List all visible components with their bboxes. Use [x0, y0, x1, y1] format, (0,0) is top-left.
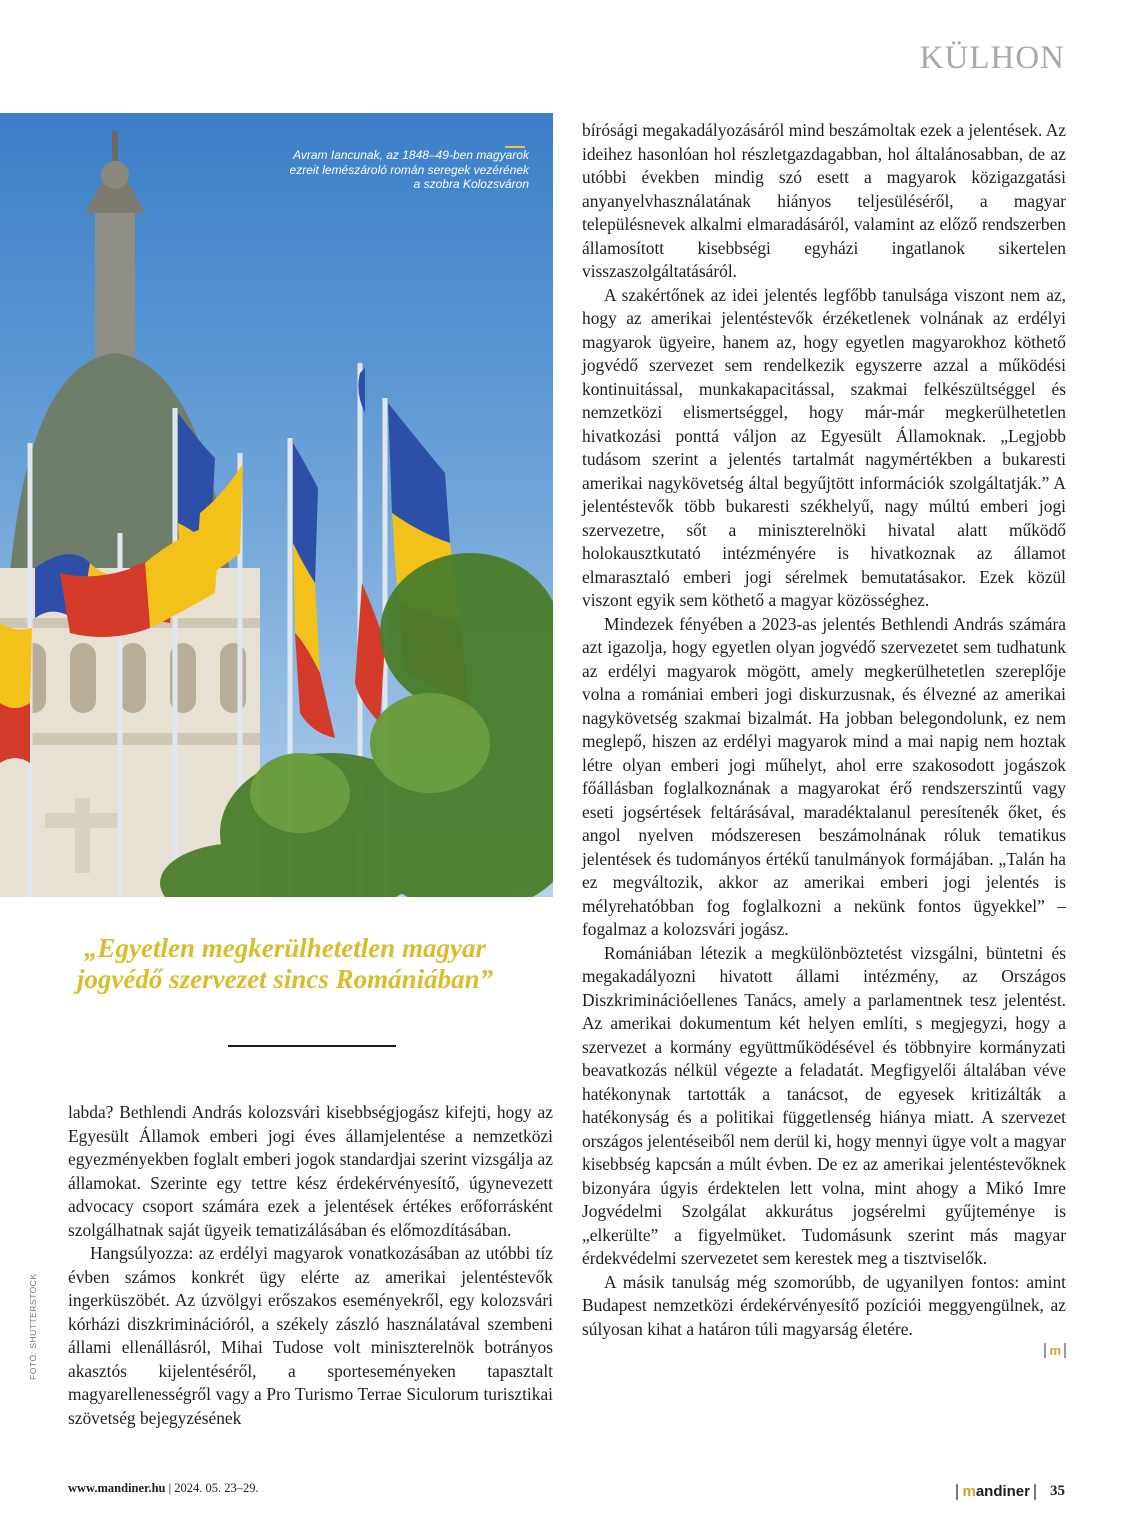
- paragraph: A szakértőnek az idei jelentés legfőbb tanulsága viszont nem az, hogy az amerikai jelentéstevők érzéketlenek volnának az erdélyi magyarok ügyeire, hanem az, hogy egyetlen magyarokhoz köthető jogvédő szervezet sem rendelkezik egyszerre azzal a működési kontinuitással, munkakapacitással, szakmai felkészültséggel és nemzetközi elismertséggel, hogy már-már megkerülhetetlen hivatkozási ponttá váljon az Egyesült Államoknak. „Legjobb tudásom szerint a jelentés tartalmát nagymértékben a bukaresti amerikai nagykövetség által begyűjtött információk szolgáltatják.” A jelentéstevők több bukaresti székhelyű, nagy múltú emberi jogi szervezetre, sőt a miniszterelnöki hivatal alatt működő holokausztkutató intézményére is hivatkoznak az államot elmarasztaló emberi jogi sérelmek bemutatásakor. Ezek közül viszont egyik sem köthető a magyar közösséghez.: [582, 284, 1066, 610]
- photo-caption: Avram Iancunak, az 1848–49-ben magyarok ezreit lemészároló román seregek vezérének a szobra Kolozsváron: [289, 148, 529, 191]
- paragraph: Hangsúlyozza: az erdélyi magyarok vonatkozásában az utóbbi tíz évben számos konkrét ügy elérte az amerikai jelentéstevők ingerküszöbét. Az úzvölgyi erőszakos eseményekről, egy kolozsvári kórházi diszkriminációról, a székely zászló használatával szembeni állami ellenállásról, Mihai Tudose volt miniszterelnök botrányos akasztós kijelentéséről, a sporteseményeken tapasztalt magyarellenességről vagy a Pro Turismo Terrae Siculorum turisztikai szövetség bejegyzésének: [68, 1243, 553, 1428]
- footer-site-url: www.mandiner.hu: [68, 1481, 166, 1495]
- page-number: 35: [1050, 1483, 1065, 1499]
- footer-issue-date: 2024. 05. 23–29.: [174, 1481, 259, 1495]
- romanian-flag-icon: [0, 623, 32, 763]
- pull-quote: „Egyetlen megkerülhetetlen magyar jogvédő szervezet sincs Romániában”: [76, 933, 494, 994]
- footer-site-info: www.mandiner.hu | 2024. 05. 23–29.: [68, 1481, 259, 1495]
- article-photo: [0, 113, 553, 897]
- paragraph: labda? Bethlendi András kolozsvári kisebbségjogász kifejti, hogy az Egyesült Államok emberi jogi éves államjelentése a nemzetközi egyezményekben foglalt emberi jogok standardjai szerint vizsgálja az államokat. Szerinte egy tettre kész érdekérvényesítő, úgynevezett advocacy csoport számára ezek a jelentések értékes erőforrásként szolgálhatnak saját ügyeik tematizálásában és előmozdításában.: [68, 1102, 553, 1240]
- paragraph: A másik tanulság még szomorúbb, de ugyanilyen fontos: amint Budapest nemzetközi érdekérvényesítő pozíciói meggyengülnek, az súlyosan kihat a határon túli magyarság életére.: [582, 1271, 1066, 1339]
- footer-brand: [956, 1483, 1065, 1500]
- flags-and-dome-illustration: [0, 113, 553, 897]
- paragraph: Romániában létezik a megkülönböztetést vizsgálni, büntetni és megakadályozni hivatott állami intézmény, az Országos Diszkriminációellenes Tanács, amely a parlamentnek tesz jelentést. Az amerikai dokumentum két helyen említi, s megjegyzi, hogy a szervezet a kormány együttműködésével és többnyire kormányzati beavatkozás nélkül végezte a feladatát. Megfigyelői általában véve hatékonynak tartották a tanácsot, de egyesek kritizálták a hatékonyság és a politikai függetlenség hiánya miatt. A szervezet országos jelentéseiből nem derül ki, hogy mennyi ügye volt a magyar kisebbség kapcsán a múlt évben. De ez az amerikai jelentéstevőknek bizonyára úgyis érdektelen lett volna, mint ahogy a Mikó Imre Jogvédelmi Szolgálat akkurátus jogsérelmi gyűjteménye is „elkerülte” a figyelmüket. Tudomásunk szerint más magyar érdekvédelmi szervezetet sem kerestek meg a tisztviselők.: [582, 942, 1066, 1268]
- photo-credit: FOTÓ: SHUTTERSTOCK: [28, 1273, 38, 1380]
- paragraph: Mindezek fényében a 2023-as jelentés Bethlendi András számára azt igazolja, hogy egyetlen olyan jogvédő szervezetet sem tudhatunk az erdélyi magyarok mögött, amely megkerülhetetlen szereplője volna a romániai emberi jogi diskurzusnak, és élvezné az amerikai nagykövetség szakmai bizalmát. Ha jobban belegondolunk, ez nem meglepő, hiszen az erdélyi magyarok mind a mai napig nem hoztak létre olyan emberi jogi műhelyt, ahol erre szakosodott jogászok főállásban foglalkoznának a magyarokat érő rendszerszintű vagy eseti jogsértések feltárásával, maradéktalanul peresítenék őket, és angol nyelven módszeresen beszámolnának róluk tematikus jelentések és tudományos értékű tanulmányok formájában. „Talán ha ez megváltozik, akkor az amerikai emberi jogi jelentés is mélyrehatóbban fog foglalkozni a nekünk fontos ügyekkel” – fogalmaz a kolozsvári jogász.: [582, 613, 1066, 939]
- article-column-right: [582, 119, 1066, 1358]
- pull-quote-rule: [228, 1045, 396, 1047]
- end-mark-icon: m: [1044, 1343, 1066, 1358]
- romanian-flag-icon: [293, 443, 335, 738]
- paragraph: bírósági megakadályozásáról mind beszámoltak ezek a jelentések. Az ideihez hasonlóan hol részletgazdagabban, hol általánosabban, de az utóbbi években mindig szó esett a magyarok közigazgatási anyanyelvhasználatának hiányos teljesüléséről, a magyar településnevek alkalmi elmaradásáról, valamint az előző rendszerben államosított kisebbségi egyházi ingatlanok sikertelen visszaszolgáltatásáról.: [582, 120, 1066, 281]
- section-label: KÜLHON: [919, 40, 1065, 76]
- mandiner-logo: mandiner: [956, 1484, 1036, 1500]
- article-column-left: [68, 1101, 553, 1430]
